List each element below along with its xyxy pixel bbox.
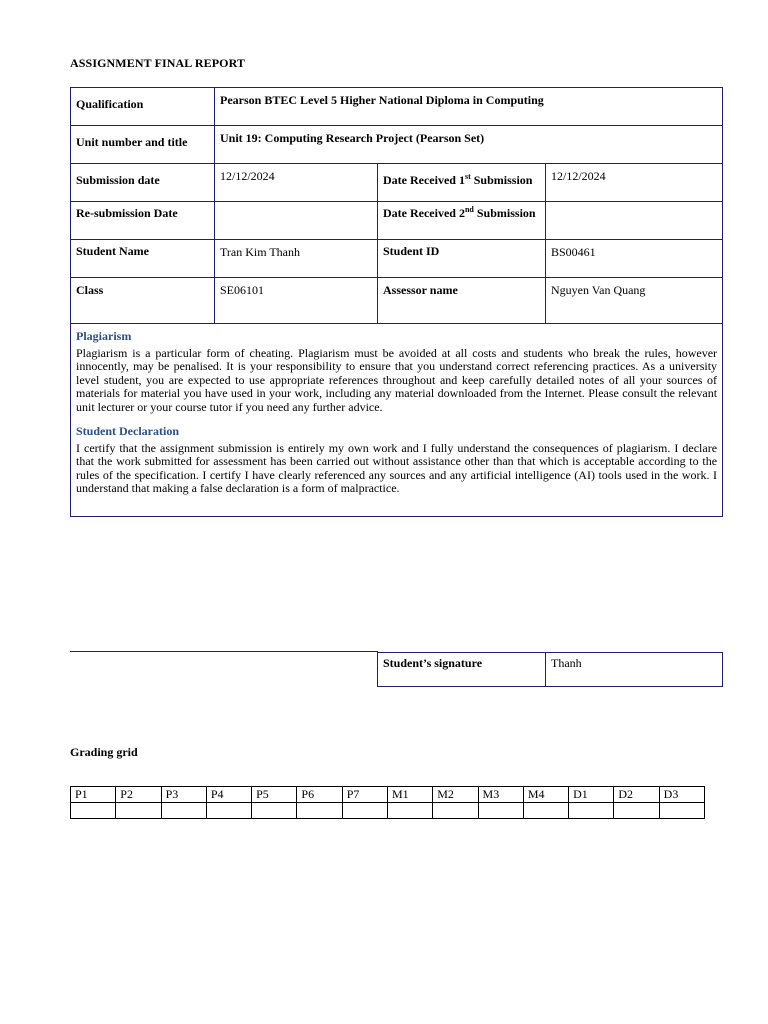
class-label: Class — [71, 278, 215, 324]
date-received-2-label — [378, 202, 546, 240]
signature-value: Thanh — [546, 653, 723, 687]
grade-value-cell — [659, 803, 704, 819]
declaration-cell — [71, 324, 723, 517]
student-declaration-text: I certify that the assignment submission is entirely my own work and I fully understand the consequences of plagiarism. I declare that the work submitted for assessment has been carried out without assistance other than that which is acceptable according to the rules of the specification. I certify I have clearly referenced any sources and any artificial intelligence (AI) tools used in the work. I understand that making a false declaration is a form of malpractice. — [76, 441, 718, 496]
assessor-label: Assessor name — [378, 278, 546, 324]
grade-value-cell — [71, 803, 116, 819]
date-received-1-value: 12/12/2024 — [546, 164, 723, 202]
grade-value-cell — [161, 803, 206, 819]
grade-value-cell — [523, 803, 568, 819]
date-received-2-value — [546, 202, 723, 240]
grade-header-cell: P1 — [71, 787, 116, 803]
submission-date-label: Submission date — [71, 164, 215, 202]
plagiarism-text: Plagiarism is a particular form of cheating. Plagiarism must be avoided at all costs and students who break the rules, however innocently, may be penalised. It is your responsibility to ensure that you understand correct referencing practices. As a university level student, you are expected to use appropriate references throughout and keep carefully detailed notes of all your sources of materials for material you have used in your work, including any material downloaded from the Internet. Please consult the relevant unit lecturer or your course tutor if you need any further advice. — [76, 346, 718, 414]
resubmission-row — [71, 202, 723, 240]
student-name-label: Student Name — [71, 240, 215, 278]
assignment-info-table — [70, 87, 723, 517]
grade-header-cell: P7 — [342, 787, 387, 803]
date-received-2-suffix: Submission — [473, 206, 536, 220]
class-row — [71, 278, 723, 324]
grade-value-cell — [478, 803, 523, 819]
date-received-1-prefix: Date Received 1 — [383, 173, 465, 187]
grade-value-cell — [342, 803, 387, 819]
grade-value-cell — [433, 803, 478, 819]
student-declaration-heading: Student Declaration — [76, 424, 179, 439]
signature-divider — [70, 651, 378, 652]
qualification-label: Qualification — [71, 88, 215, 126]
date-received-2-sup: nd — [464, 205, 474, 214]
submission-date-value: 12/12/2024 — [215, 164, 378, 202]
date-received-1-sup: st — [464, 172, 471, 181]
resubmission-value — [215, 202, 378, 240]
student-id-value: BS00461 — [546, 240, 723, 278]
grade-value-cell — [387, 803, 432, 819]
class-value: SE06101 — [215, 278, 378, 324]
date-received-1-suffix: Submission — [470, 173, 533, 187]
resubmission-label: Re-submission Date — [71, 202, 215, 240]
grade-value-cell — [252, 803, 297, 819]
grade-header-cell: P3 — [161, 787, 206, 803]
plagiarism-heading: Plagiarism — [76, 329, 132, 343]
student-name-value: Tran Kim Thanh — [215, 240, 378, 278]
grade-header-cell: M3 — [478, 787, 523, 803]
qualification-value: Pearson BTEC Level 5 Higher National Diploma in Computing — [215, 88, 723, 126]
grade-value-cell — [297, 803, 342, 819]
unit-value: Unit 19: Computing Research Project (Pearson Set) — [215, 126, 723, 164]
grade-header-cell: D3 — [659, 787, 704, 803]
unit-label: Unit number and title — [71, 126, 215, 164]
unit-row — [71, 126, 723, 164]
grading-grid-table — [70, 786, 705, 819]
student-id-label: Student ID — [378, 240, 546, 278]
grade-header-cell: P6 — [297, 787, 342, 803]
student-row — [71, 240, 723, 278]
signature-label: Student’s signature — [378, 653, 546, 687]
date-received-2-prefix: Date Received 2 — [383, 206, 465, 220]
document-title: ASSIGNMENT FINAL REPORT — [70, 56, 246, 70]
grade-value-cell — [116, 803, 161, 819]
signature-table — [377, 652, 723, 687]
grade-header-cell: M2 — [433, 787, 478, 803]
submission-row — [71, 164, 723, 202]
grading-value-row — [71, 803, 705, 819]
grade-header-cell: M1 — [387, 787, 432, 803]
grade-header-cell: D1 — [569, 787, 614, 803]
grading-grid-title: Grading grid — [70, 745, 138, 759]
assessor-value: Nguyen Van Quang — [546, 278, 723, 324]
grade-header-cell: D2 — [614, 787, 659, 803]
qualification-row — [71, 88, 723, 126]
grade-header-cell: P4 — [206, 787, 251, 803]
grade-header-cell: P2 — [116, 787, 161, 803]
grade-value-cell — [569, 803, 614, 819]
grading-header-row — [71, 787, 705, 803]
declaration-row — [71, 324, 723, 517]
grade-value-cell — [614, 803, 659, 819]
grade-header-cell: M4 — [523, 787, 568, 803]
grade-header-cell: P5 — [252, 787, 297, 803]
grade-value-cell — [206, 803, 251, 819]
date-received-1-label — [378, 164, 546, 202]
